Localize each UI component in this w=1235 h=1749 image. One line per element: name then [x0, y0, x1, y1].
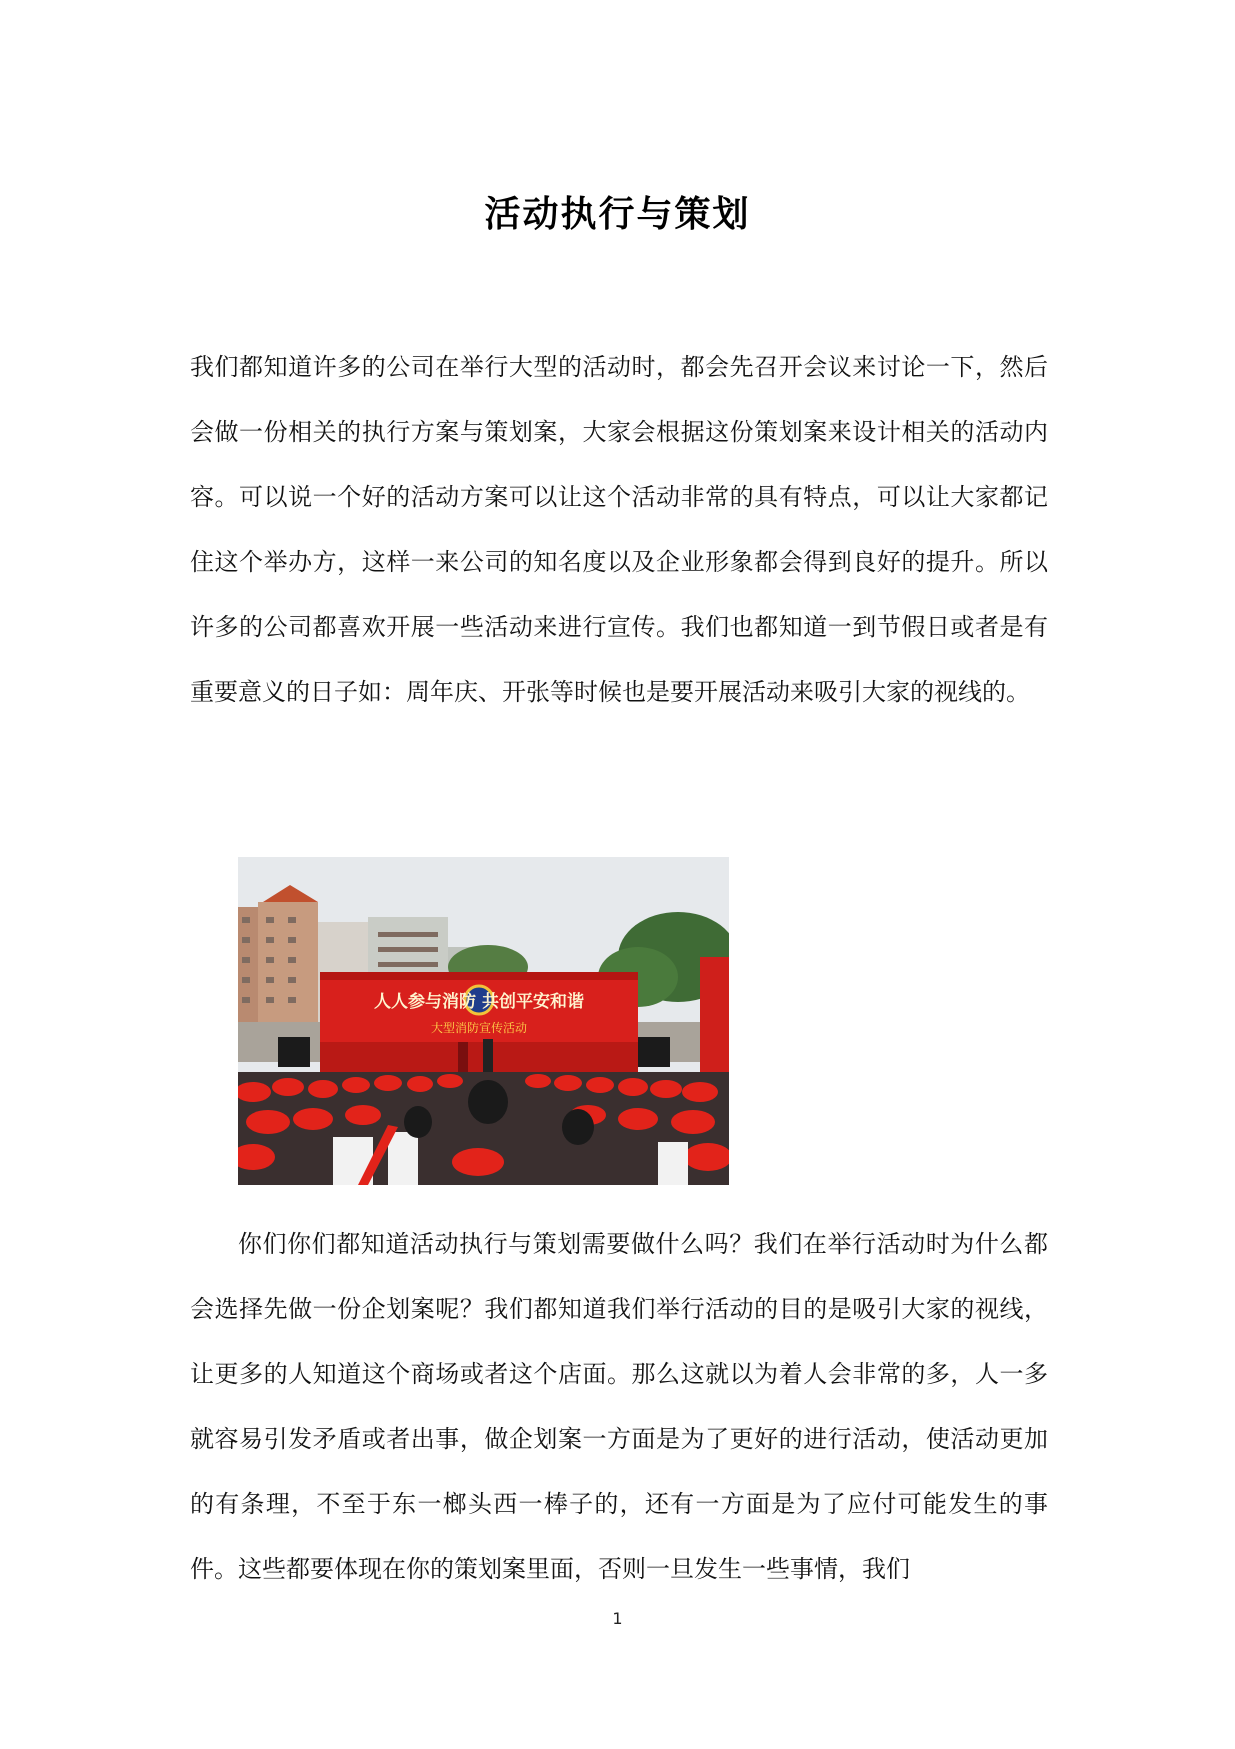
document-title: 活动执行与策划 — [484, 194, 751, 236]
banner-line2: 大型消防宣传活动 — [430, 1021, 528, 1035]
banner-line1: 人人参与消防 共创平安和谐 — [374, 992, 584, 1012]
crowd — [238, 1072, 729, 1185]
paragraph-intro: 我们都知道许多的公司在举行大型的活动时，都会先召开会议来讨论一下，然后会做一份相关的执行方案与策划案，大家会根据这份策划案来设计相关的活动内容。可以说一个好的活动方案可以让这个活动非常的具有特点，可以让大家都记住这个举办方，这样一来公司的知名度以及企业形象都会得到良好的提升。所以许多的公司都喜欢开展一些活动来进行宣传。我们也都知道一到节假日或者是有重要意义的日子如：周年庆、开张等时候也是要开展活动来吸引大家的视线的。 — [190, 353, 1048, 706]
paragraph-body: 你们你们都知道活动执行与策划需要做什么吗？我们在举行活动时为什么都会选择先做一份企划案呢？我们都知道我们举行活动的目的是吸引大家的视线，让更多的人知道这个商场或者这个店面。那么这就以为着人会非常的多，人一多就容易引发矛盾或者出事，做企划案一方面是为了更好的进行活动，使活动更加的有条理，不至于东一榔头西一棒子的，还有一方面是为了应付可能发生的事件。这些都要体现在你的策划案里面，否则一旦发生一些事情，我们 — [190, 1230, 1048, 1583]
page-number: 1 — [612, 1609, 623, 1628]
stage-banner — [320, 972, 638, 1077]
event-photo — [238, 857, 729, 1185]
